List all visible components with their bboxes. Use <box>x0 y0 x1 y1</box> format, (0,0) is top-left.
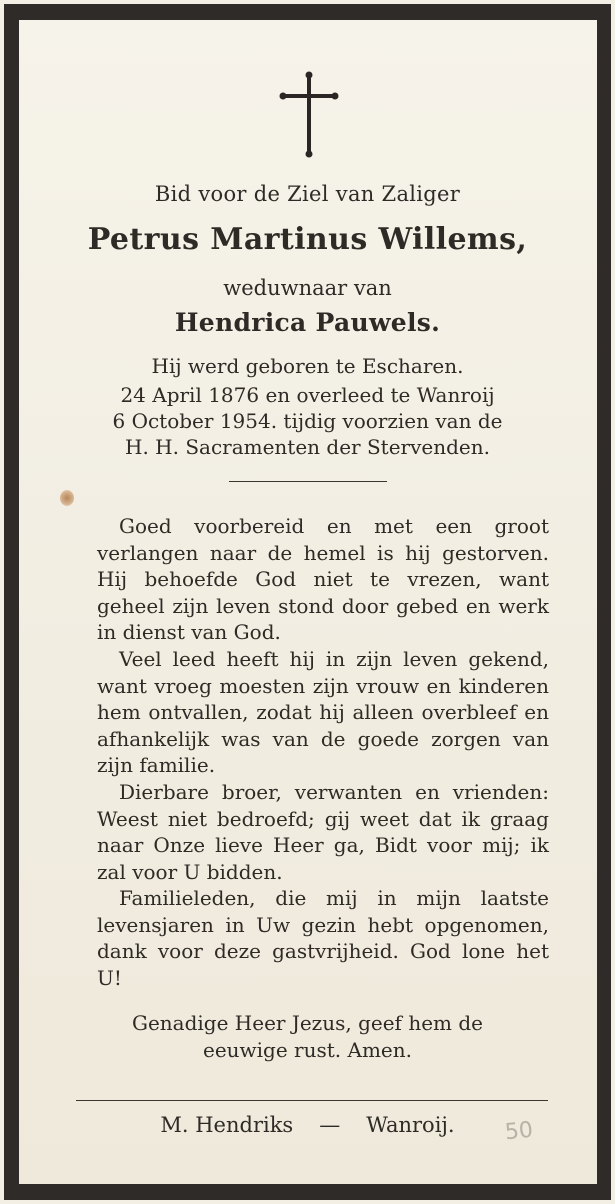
paragraph-3-text: Dierbare broer, verwanten en vrienden: Weest niet bedroefd; gij weet dat ik graag naar Onze lieve Heer ga, Bidt voor mij; ik zal voor U bidden. <box>97 780 549 884</box>
paragraph-1 <box>97 513 549 646</box>
closing-prayer-line-2: eeuwige rust. Amen. <box>202 1038 412 1062</box>
printer-dash: — <box>319 1113 341 1137</box>
divider-short <box>229 481 387 482</box>
closing-prayer <box>0 1010 615 1064</box>
paragraph-2 <box>97 646 549 779</box>
paragraph-3 <box>97 779 549 885</box>
bio-line-2: 24 April 1876 en overleed te Wanroij <box>120 383 495 407</box>
closing-prayer-line-1: Genadige Heer Jezus, geef hem de <box>131 1011 483 1035</box>
deceased-name: Petrus Martinus Willems, <box>87 222 528 257</box>
bio-line-1: Hij werd geboren te Escharen. <box>151 354 464 378</box>
paragraph-2-text: Veel leed heeft hij in zijn leven gekend, want vroeg moesten zijn vrouw en kinderen hem ontvallen, zodat hij alleen overbleef en afhankelijk was van de goede zorgen van zijn familie. <box>97 647 549 777</box>
divider-long <box>76 1100 548 1101</box>
bio-line-4: H. H. Sacramenten der Stervenden. <box>125 435 490 459</box>
relation-text: weduwnaar van <box>223 276 392 300</box>
printer-name: M. Hendriks <box>160 1113 294 1137</box>
paragraph-4-text: Familieleden, die mij in mijn laatste levensjaren in Uw gezin hebt opgenomen, dank voor deze gastvrijheid. God lone het U! <box>97 886 549 990</box>
printer-place: Wanroij. <box>366 1113 455 1137</box>
paragraph-4 <box>97 885 549 991</box>
spouse-name: Hendrica Pauwels. <box>174 308 441 337</box>
pencil-note: 50 <box>503 1117 535 1146</box>
bio-line-3: 6 October 1954. tijdig voorzien van de <box>112 409 503 433</box>
prayer-intro: Bid voor de Ziel van Zaliger <box>154 182 461 206</box>
cross-icon <box>278 70 340 160</box>
paragraph-1-text: Goed voorbereid en met een groot verlangen naar de hemel is hij gestorven. Hij behoefde God niet te vrezen, want geheel zijn leven stond door gebed en werk in dienst van God. <box>97 514 549 644</box>
stain-mark <box>60 490 74 506</box>
